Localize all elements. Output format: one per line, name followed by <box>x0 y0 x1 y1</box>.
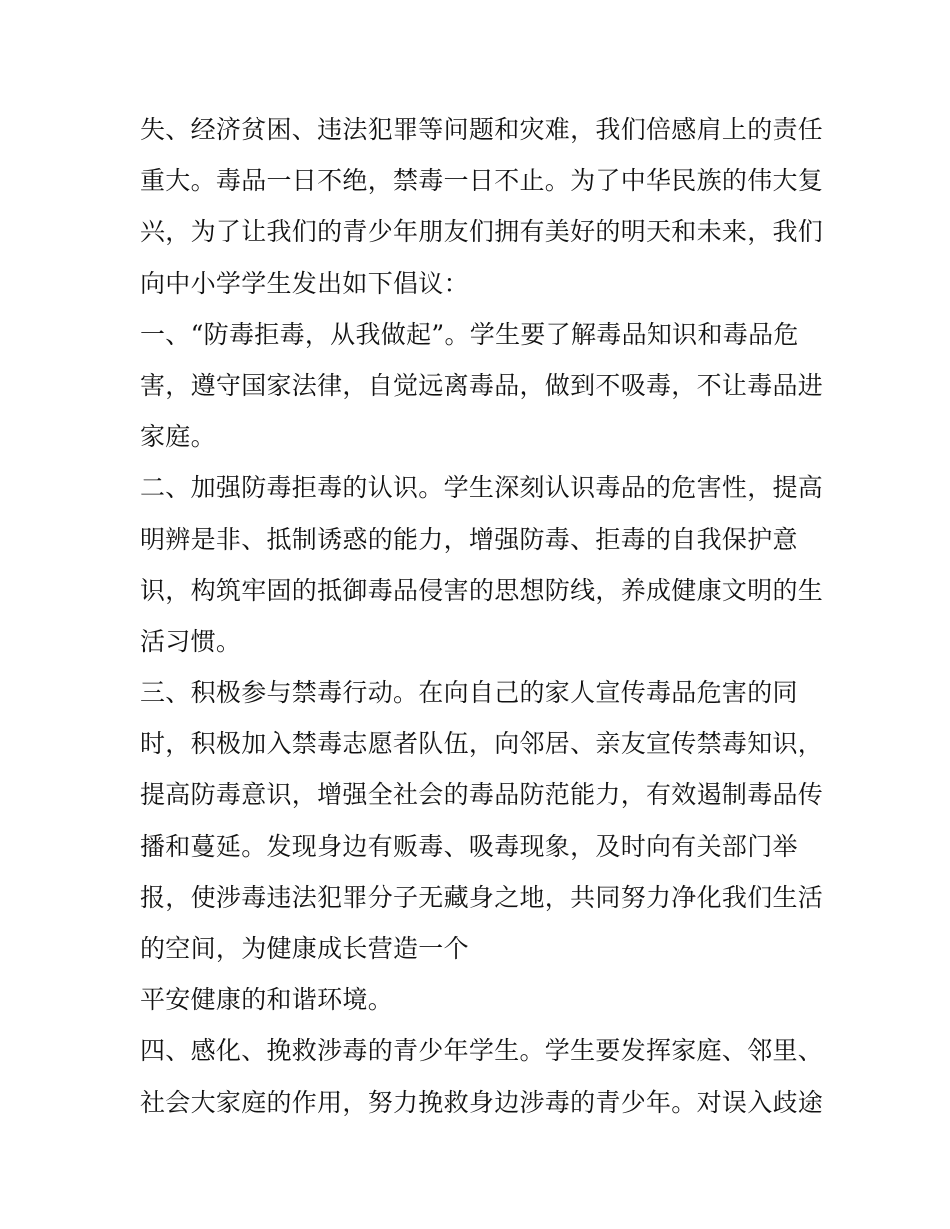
text-line: 的空间，为健康成长营造一个 <box>140 934 469 963</box>
document-body <box>140 104 824 1128</box>
text-line: 平安健康的和谐环境。 <box>140 985 394 1015</box>
text-line: 时，积极加入禁毒志愿者队伍，向邻居、亲友宣传禁毒知识， <box>140 729 824 759</box>
text-line: 一、“防毒拒毒，从我做起”。学生要了解毒品知识和毒品危 <box>140 319 799 349</box>
text-line: 二、加强防毒拒毒的认识。学生深刻认识毒品的危害性，提高 <box>140 473 824 503</box>
text-line: 播和蔓延。发现身边有贩毒、吸毒现象，及时向有关部门举 <box>140 831 798 861</box>
text-line: 四、感化、挽救涉毒的青少年学生。学生要发挥家庭、邻里、 <box>140 1036 824 1066</box>
text-line: 向中小学学生发出如下倡议： <box>140 268 469 298</box>
text-line: 提高防毒意识，增强全社会的毒品防范能力，有效遏制毒品传 <box>140 780 824 810</box>
text-line: 明辨是非、抵制诱惑的能力，增强防毒、拒毒的自我保护意 <box>140 524 798 554</box>
text-line: 识，构筑牢固的抵御毒品侵害的思想防线，养成健康文明的生 <box>140 575 824 605</box>
text-line: 活习惯。 <box>140 626 242 656</box>
text-line: 社会大家庭的作用，努力挽救身边涉毒的青少年。对误入歧途 <box>140 1087 824 1117</box>
text-line: 害，遵守国家法律，自觉远离毒品，做到不吸毒，不让毒品进 <box>140 370 824 400</box>
text-line: 兴，为了让我们的青少年朋友们拥有美好的明天和未来，我们 <box>140 217 824 247</box>
text-line: 重大。毒品一日不绝，禁毒一日不止。为了中华民族的伟大复 <box>140 166 824 196</box>
text-line: 家庭。 <box>140 422 216 452</box>
text-line: 三、积极参与禁毒行动。在向自己的家人宣传毒品危害的同 <box>140 678 798 708</box>
text-line: 报，使涉毒违法犯罪分子无藏身之地，共同努力净化我们生活 <box>140 882 824 912</box>
text-line: 失、经济贫困、违法犯罪等问题和灾难，我们倍感肩上的责任 <box>140 115 824 144</box>
